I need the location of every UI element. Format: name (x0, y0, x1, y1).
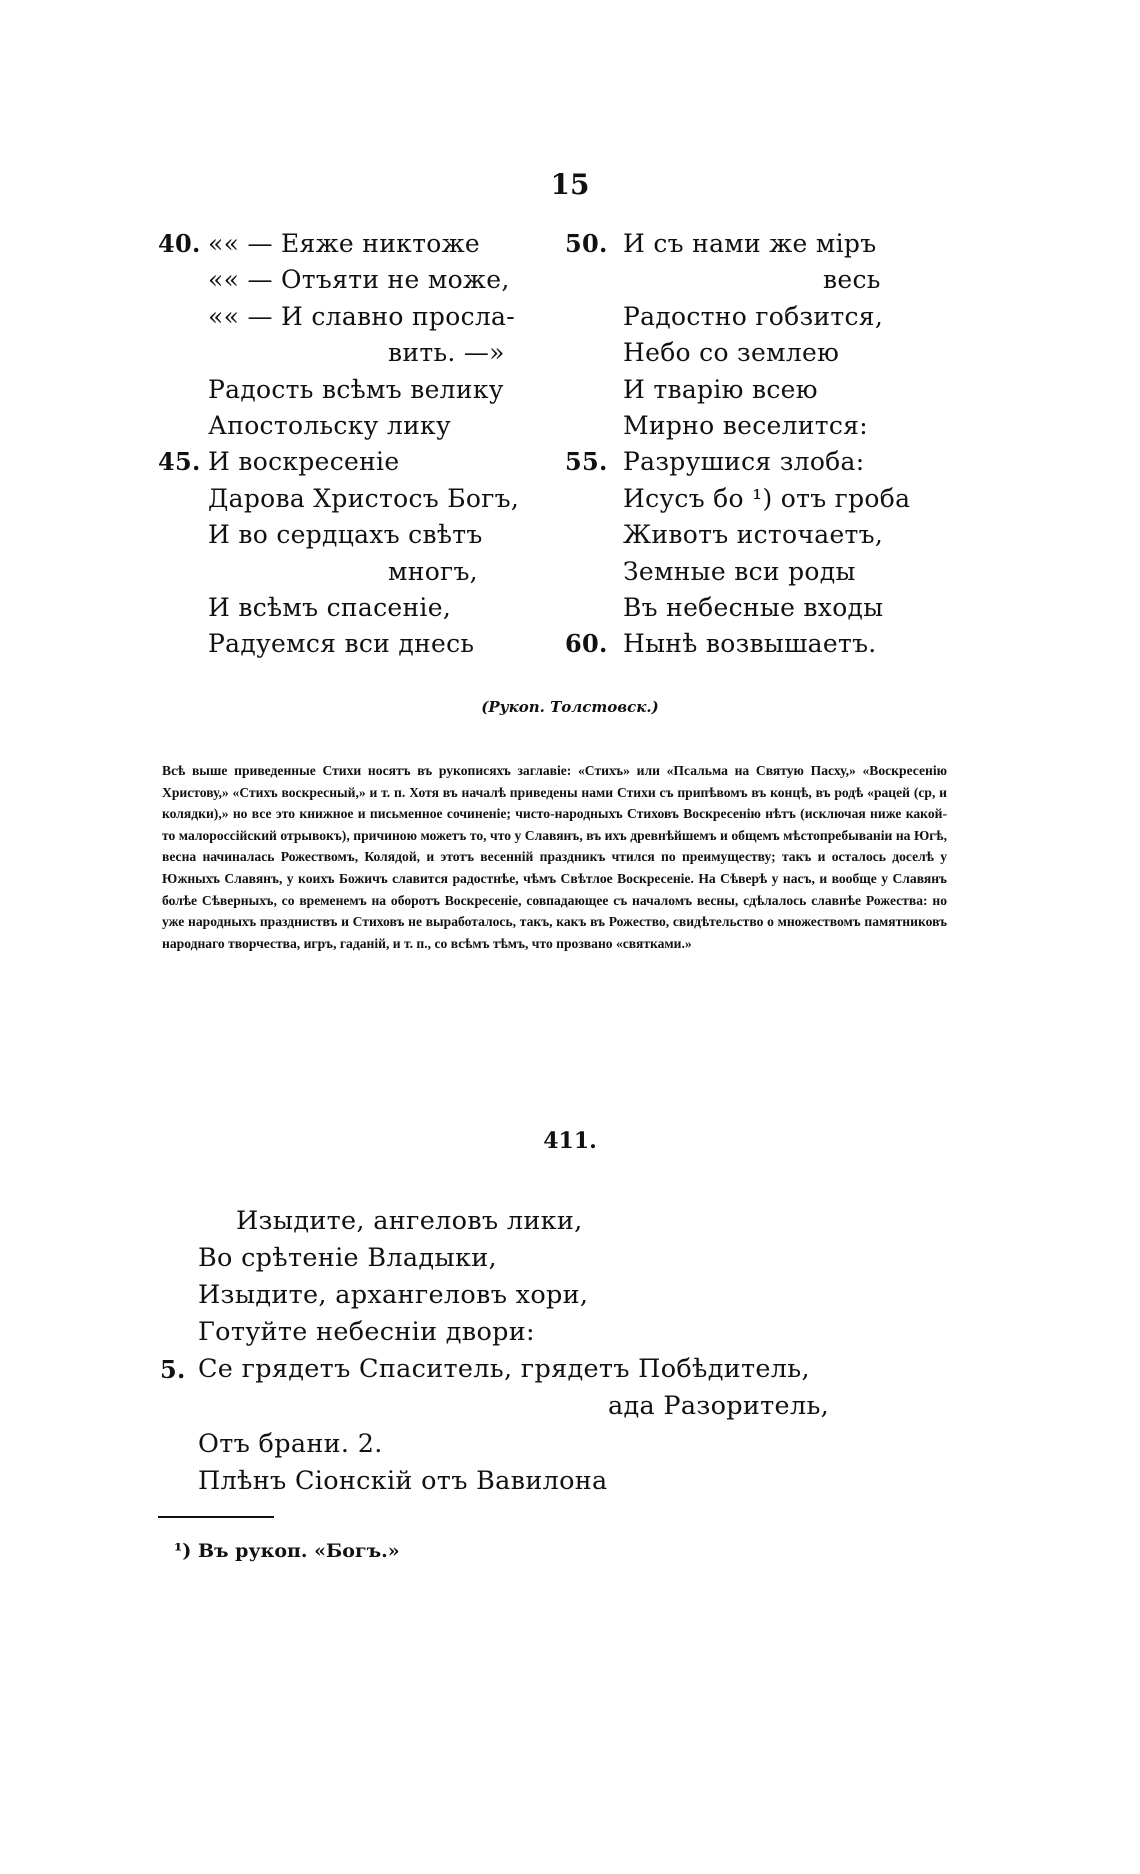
source-caption: (Рукоп. Толстовск.) (481, 698, 659, 716)
verse-text: И во сердцахъ свѣтъ (208, 520, 483, 550)
page-number: 15 (550, 168, 590, 201)
footnote-divider (158, 1516, 274, 1518)
verse-text: Радостно гобзится, (623, 301, 884, 331)
verse-line (158, 481, 548, 517)
verse-text: Нынѣ возвышаетъ. (623, 629, 877, 659)
verse-text: Мирно веселится: (623, 410, 868, 440)
line-number: 40. (158, 229, 201, 258)
verse-line (565, 554, 965, 590)
verse-text: Разрушися злоба: (623, 447, 865, 477)
verse-text: Отъ брани. 2. (198, 1428, 383, 1459)
verse-line (158, 335, 548, 371)
verse-line (190, 1314, 890, 1351)
verse-line (190, 1240, 890, 1277)
verse-line (160, 1351, 890, 1388)
verse-text: Готуйте небесніи двори: (198, 1317, 535, 1348)
verse-line (565, 262, 965, 298)
verse-line (565, 408, 965, 444)
verse-line (158, 299, 548, 335)
verse-line (190, 1463, 890, 1500)
verse-text: ада Разоритель, (608, 1391, 830, 1422)
verse-text: Животъ источаетъ, (623, 520, 884, 550)
commentary-paragraph: Всѣ выше приведенные Стихи носятъ въ рукописяхъ заглавіе: «Стихъ» или «Псальма на Святую Пасху,» «Воскресенію Христову,» «Стихъ воскресный,» и т. п. Хотя въ началѣ приведены нами Стихи съ припѣвомъ въ концѣ, въ родѣ «рацей (ср, и колядки),» но все это книжное и письменное сочиненіе; чисто-народныхъ Стиховъ Воскресенію нѣтъ (исключая ниже какой-то малороссійский отрывокъ), причиною можетъ то, что у Славянъ, въ ихъ древнѣйшемъ и общемъ мѣстопребываніи на Югѣ, весна начиналась Рожествомъ, Колядой, и этотъ весенній праздникъ чтился по преимуществу; такъ и осталось доселѣ у Южныхъ Славянъ, у коихъ Божичъ славится радостнѣе, чѣмъ Свѣтлое Воскресеніе. На Сѣверѣ у насъ, и вообще у Славянъ болѣе Сѣверныхъ, со временемъ на оборотъ Воскресеніе, совпадающее съ началомъ весны, сдѣлалось славнѣе Рожества: но уже народныхъ праздниствъ и Стиховъ не выработалось, такъ, какъ въ Рожество, свидѣтельство о множествомъ памятниковъ народнаго творчества, игръ, гаданій, и т. п., со всѣмъ тѣмъ, что прозвано «святками.» (162, 763, 947, 951)
verse-text: вить. —» (388, 338, 505, 368)
line-number: 50. (565, 229, 608, 258)
verse-text: многъ, (388, 556, 478, 586)
verse-text: «« — Еяже никтоже (208, 229, 480, 258)
verse-line (565, 517, 965, 553)
line-number: 5. (160, 1355, 186, 1385)
verse-text: И тварію всею (623, 374, 818, 404)
verse-text: «« — И славно просла- (208, 301, 516, 331)
verse-text: Плѣнъ Сіонскій отъ Вавилона (198, 1465, 608, 1496)
footnote-marker: ¹) (174, 1540, 192, 1562)
verse-text: Земные вси роды (623, 556, 856, 586)
verse-text: Се грядетъ Спаситель, грядетъ Побѣдитель, (198, 1354, 810, 1385)
footnote (174, 1540, 400, 1562)
verse-line (565, 335, 965, 371)
verse-text: И всѣмъ спасеніе, (208, 592, 452, 622)
verse-text: И воскресеніе (208, 447, 400, 477)
left-verse-column (158, 226, 548, 663)
verse-line (190, 1388, 890, 1425)
line-number: 55. (565, 447, 608, 477)
verse-text: Изыдите, архангеловъ хори, (198, 1280, 589, 1311)
verse-line (565, 481, 965, 517)
verse-text: Изыдите, ангеловъ лики, (236, 1206, 583, 1236)
verse-text: И съ нами же міръ (623, 229, 877, 258)
verse-line (565, 226, 965, 262)
poem-verse-block (160, 1203, 890, 1500)
verse-line (190, 1426, 890, 1463)
verse-line (158, 262, 548, 298)
verse-line (158, 590, 548, 626)
verse-line (158, 517, 548, 553)
verse-line (158, 554, 548, 590)
verse-line (158, 626, 548, 662)
verse-line (565, 372, 965, 408)
verse-line (565, 444, 965, 480)
verse-text: Небо со землею (623, 338, 840, 368)
verse-line (565, 299, 965, 335)
verse-text: Исусъ бо ¹) отъ гроба (623, 483, 911, 513)
verse-line (158, 372, 548, 408)
verse-text: Радуемся вси днесь (208, 629, 475, 659)
verse-line (565, 590, 965, 626)
verse-line (190, 1277, 890, 1314)
verse-text: Апостольску лику (208, 410, 451, 440)
line-number: 45. (158, 447, 201, 477)
right-verse-column (565, 226, 965, 663)
verse-text: «« — Отъяти не може, (208, 265, 510, 295)
verse-text: Въ небесные входы (623, 592, 884, 622)
verse-text: Радость всѣмъ велику (208, 374, 504, 404)
verse-line (158, 408, 548, 444)
line-number: 60. (565, 629, 608, 659)
section-number: 411. (543, 1128, 597, 1154)
verse-text: Во срѣтеніе Владыки, (198, 1243, 497, 1274)
verse-line (565, 626, 965, 662)
verse-line (158, 444, 548, 480)
verse-line (190, 1203, 890, 1240)
verse-text: весь (823, 265, 881, 295)
footnote-text: Въ рукоп. «Богъ.» (197, 1540, 400, 1562)
verse-text: Дарова Христосъ Богъ, (208, 483, 520, 513)
verse-line (158, 226, 548, 262)
